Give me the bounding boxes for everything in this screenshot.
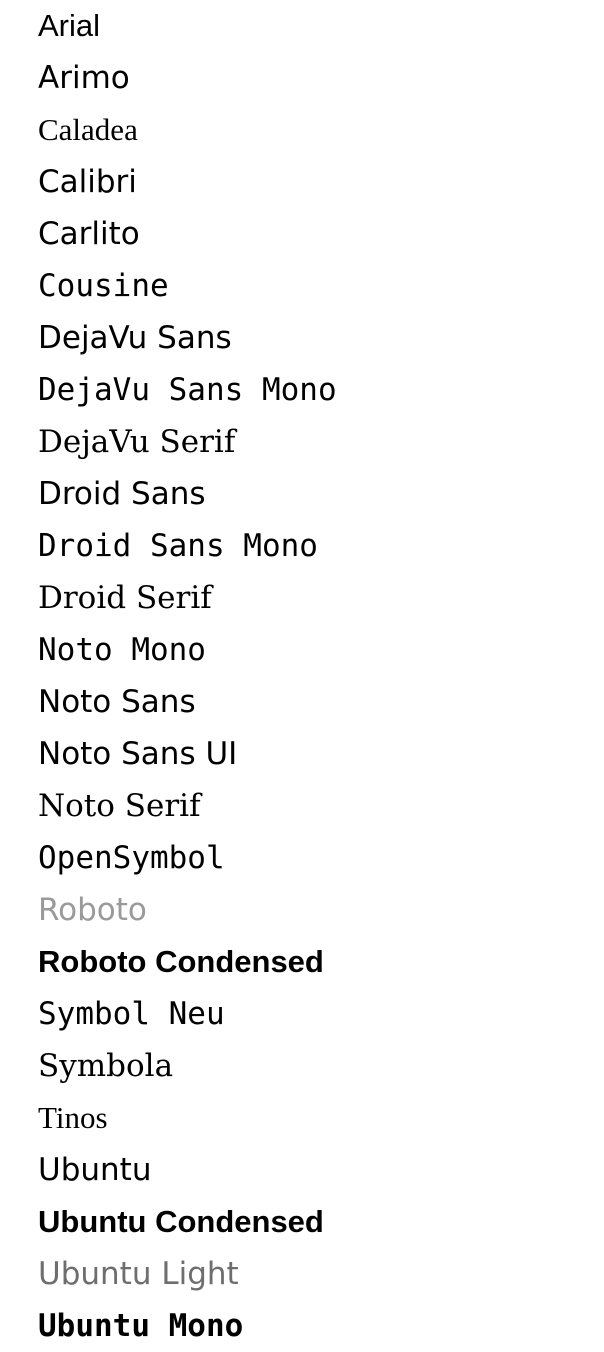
font-list-item[interactable]: DejaVu Sans: [38, 320, 232, 356]
font-list-item[interactable]: Calibri: [38, 164, 137, 200]
font-list-item[interactable]: Noto Sans UI: [38, 736, 238, 772]
font-list-item[interactable]: Ubuntu Mono: [38, 1308, 244, 1344]
font-list-item[interactable]: DejaVu Serif: [38, 424, 236, 460]
font-list-item[interactable]: Arial: [38, 8, 101, 43]
font-list-item[interactable]: Caladea: [38, 112, 138, 147]
font-list-item[interactable]: Symbol Neu: [38, 996, 225, 1032]
font-list-item[interactable]: Symbola: [38, 1048, 174, 1084]
font-list-item[interactable]: Droid Sans Mono: [38, 528, 318, 564]
font-list-item[interactable]: Noto Mono: [38, 632, 206, 668]
font-list-item[interactable]: Ubuntu: [38, 1152, 152, 1188]
font-list-item[interactable]: Cousine: [38, 268, 169, 304]
font-list-item[interactable]: Noto Serif: [38, 788, 201, 824]
font-list-item[interactable]: Droid Serif: [38, 580, 212, 616]
font-list-item[interactable]: OpenSymbol: [38, 840, 225, 876]
font-list-item[interactable]: Ubuntu Condensed: [38, 1204, 324, 1239]
font-list-item[interactable]: Ubuntu Light: [38, 1256, 239, 1292]
font-list-item[interactable]: DejaVu Sans Mono: [38, 372, 337, 408]
font-list-item[interactable]: Noto Sans: [38, 684, 196, 720]
font-list-item[interactable]: Droid Sans: [38, 476, 206, 512]
font-list-item[interactable]: Roboto: [38, 892, 147, 928]
font-list-item[interactable]: Tinos: [38, 1100, 108, 1135]
font-list-item[interactable]: Roboto Condensed: [38, 944, 324, 979]
font-list-item[interactable]: Carlito: [38, 216, 140, 252]
font-list-item[interactable]: Arimo: [38, 60, 130, 96]
